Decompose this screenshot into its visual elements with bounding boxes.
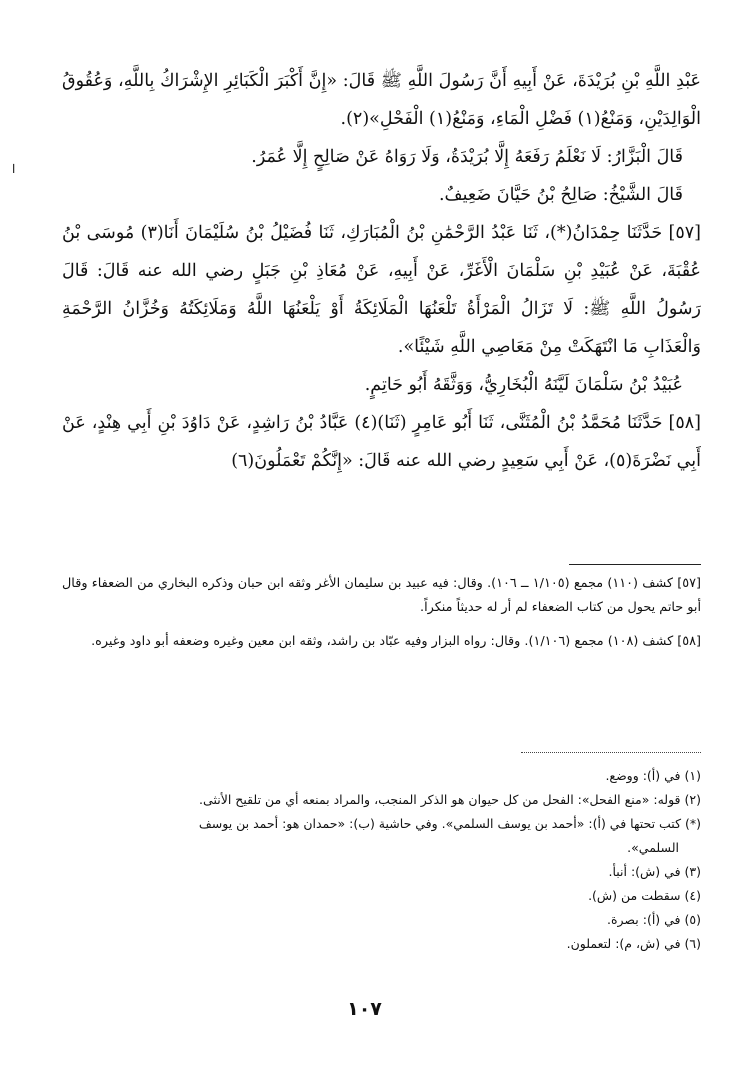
main-text	[62, 62, 701, 480]
footnote-divider	[521, 752, 701, 753]
footnote-3: (٣) في (ش): أنبأ.	[608, 864, 701, 879]
footnotes	[62, 764, 701, 956]
note-58: [٥٨] كشف (١٠٨) مجمع (١/١٠٦). وقال: رواه البزار وفيه عبّاد بن راشد، وثقه ابن معين وغيره وضعفه أبو داود وغيره.	[91, 634, 701, 649]
hadith-56-continuation: عَبْدِ اللَّهِ بْنِ بُرَيْدَةَ، عَنْ أَبِيهِ أَنَّ رَسُولَ اللَّهِ ﷺ قَالَ: «إِنَّ أَكْبَرَ الْكَبَائِرِ الإِشْرَاكُ بِاللَّهِ، وَعُقُوقُ الْوَالِدَيْنِ، وَمَنْعُ(١) فَضْلِ الْمَاءِ، وَمَنْعُ(١) الْفَحْلِ»(٢).	[62, 71, 701, 129]
footnote-5: (٥) في (أ): بصرة.	[607, 912, 701, 927]
hadith-57-comment: عُبَيْدُ بْنُ سَلْمَانَ لَيَّنَهُ الْبُخَارِيُّ، وَوَثَّقَهُ أَبُو حَاتِمٍ.	[364, 375, 683, 395]
bazzar-comment: قَالَ الْبَزَّارُ: لَا نَعْلَمُ رَفَعَهُ إِلَّا بُرَيْدَةُ، وَلَا رَوَاهُ عَنْ صَالِحٍ إِلَّا عُمَرُ.	[251, 147, 683, 167]
footnote-6: (٦) في (ش، م): لتعملون.	[566, 936, 701, 951]
section-divider	[569, 564, 701, 565]
sheikh-comment: قَالَ الشَّيْخُ: صَالِحُ بْنُ حَيَّانَ ضَعِيفٌ.	[438, 185, 683, 205]
footnote-4: (٤) سقطت من (ش).	[588, 888, 701, 903]
footnote-star: (*) كتب تحتها في (أ): «أحمد بن يوسف السلمي». وفي حاشية (ب): «حمدان هو: أحمد بن يوسف	[198, 816, 701, 831]
footnote-1: (١) في (أ): ووضع.	[605, 768, 701, 783]
footnote-2: (٢) قوله: «منع الفحل»: الفحل من كل حيوان هو الذكر المنجب، والمراد بمنعه أي من تلقيح الأنثى.	[199, 792, 701, 807]
page-number: ١٠٧	[347, 998, 382, 1020]
footnote-star-continued: السلمي».	[627, 840, 679, 855]
note-57: [٥٧] كشف (١١٠) مجمع (١/١٠٥ ــ ١٠٦). وقال: فيه عبيد بن سليمان الأغر وثقه ابن حبان وذكره البخاري من الضعفاء وقال أبو حاتم يحول من كتاب الضعفاء لم أر له حديثاً منكراً.	[62, 576, 701, 615]
hadith-57: [٥٧] حَدَّثَنَا حِمْدَانُ(*)، ثَنَا عَبْدُ الرَّحْمَٰنِ بْنُ الْمُبَارَكِ، ثَنَا فُضَيْلُ بْنُ سُلَيْمَانَ أَنَا(٣) مُوسَى بْنُ عُقْبَةَ، عَنْ عُبَيْدِ بْنِ سَلْمَانَ الْأَغَرِّ، عَنْ أَبِيهِ، عَنْ مُعَاذِ بْنِ جَبَلٍ رضي الله عنه قَالَ: قَالَ رَسُولُ اللَّهِ ﷺ: لَا تَزَالُ الْمَرْأَةُ تَلْعَنُهَا الْمَلَائِكَةُ أَوْ يَلْعَنُهَا اللَّهُ وَمَلَائِكَتُهُ وَخُزَّانُ الرَّحْمَةِ وَالْعَذَابِ مَا انْتَهَكَتْ مِنْ مَعَاصِي اللَّهِ شَيْئًا».	[62, 223, 701, 357]
hadith-58: [٥٨] حَدَّثَنَا مُحَمَّدُ بْنُ الْمُثَنَّى، ثَنَا أَبُو عَامِرٍ (ثَنَا)(٤) عَبَّادُ بْنُ رَاشِدٍ، عَنْ دَاوُدَ بْنِ أَبِي هِنْدٍ، عَنْ أَبِي نَضْرَةَ(٥)، عَنْ أَبِي سَعِيدٍ رضي الله عنه قَالَ: «إِنَّكُمْ تَعْمَلُونَ(٦)	[62, 413, 701, 471]
takhrij-notes	[62, 572, 701, 664]
margin-mark: ا	[12, 162, 16, 176]
